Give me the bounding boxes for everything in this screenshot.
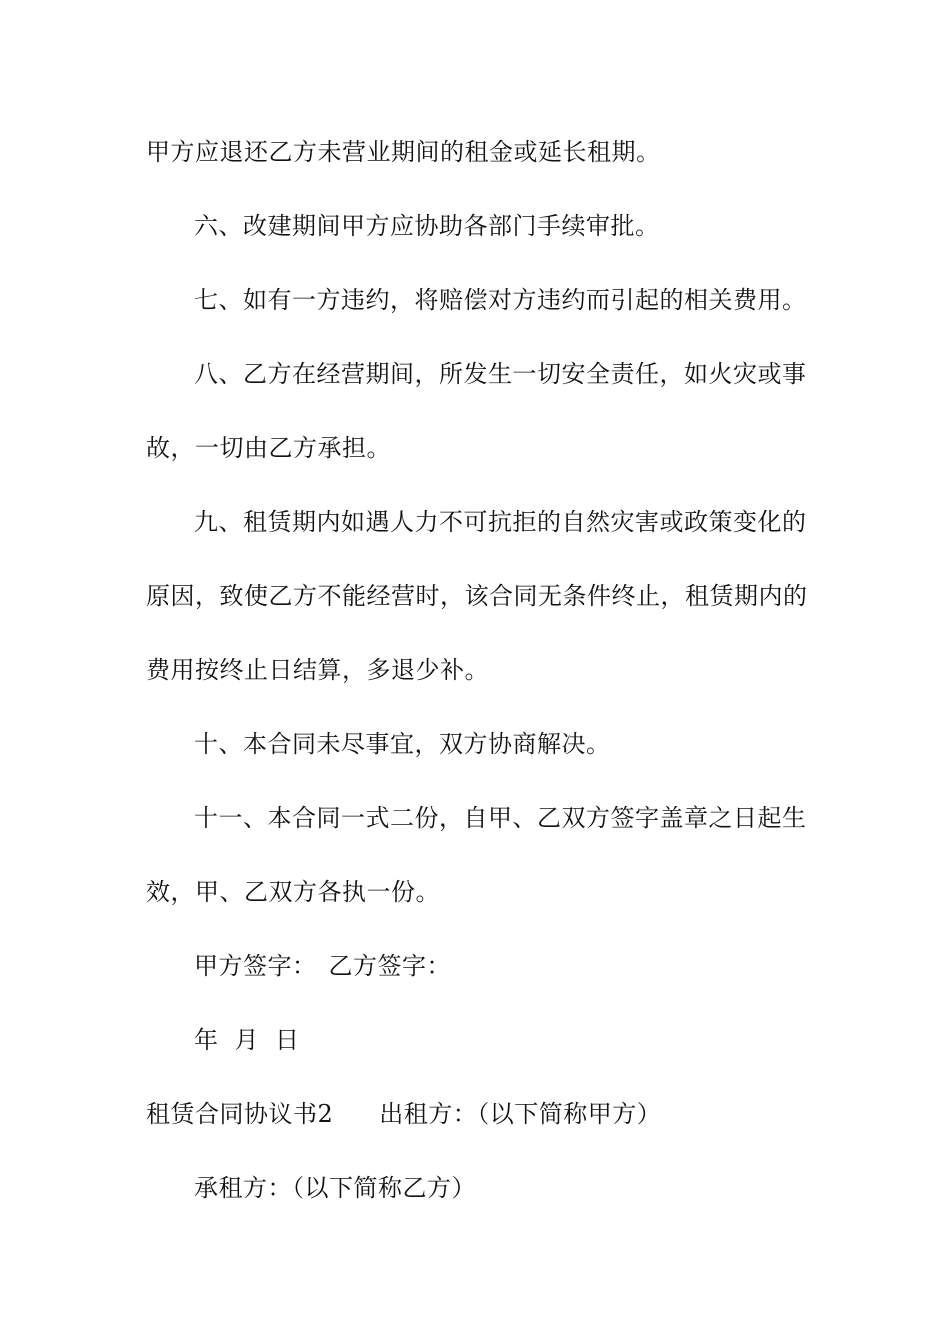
clause-eight: 八、乙方在经营期间，所发生一切安全责任，如火灾或事 bbox=[194, 360, 807, 388]
document-title: 租赁合同协议书2 bbox=[146, 1100, 334, 1128]
paragraph-line: 甲方应退还乙方未营业期间的租金或延长租期。 bbox=[146, 138, 661, 166]
date-month: 月 bbox=[234, 1026, 259, 1054]
date-year: 年 bbox=[194, 1026, 219, 1054]
clause-eight-continued: 故，一切由乙方承担。 bbox=[146, 434, 391, 462]
lessee-label: 承租方：（以下简称乙方） bbox=[194, 1174, 476, 1202]
clause-six: 六、改建期间甲方应协助各部门手续审批。 bbox=[194, 212, 660, 240]
party-a-signature-label: 甲方签字： bbox=[194, 952, 317, 980]
clause-eleven: 十一、本合同一式二份，自甲、乙双方签字盖章之日起生 bbox=[194, 804, 807, 832]
date-day: 日 bbox=[275, 1026, 300, 1054]
clause-seven: 七、如有一方违约，将赔偿对方违约而引起的相关费用。 bbox=[194, 286, 807, 314]
clause-eleven-continued: 效，甲、乙双方各执一份。 bbox=[146, 878, 440, 906]
clause-nine: 九、租赁期内如遇人力不可抗拒的自然灾害或政策变化的 bbox=[194, 508, 807, 536]
clause-nine-continued: 费用按终止日结算，多退少补。 bbox=[146, 656, 489, 684]
clause-nine-continued: 原因，致使乙方不能经营时，该合同无条件终止，租赁期内的 bbox=[146, 582, 808, 610]
party-b-signature-label: 乙方签字： bbox=[328, 952, 451, 980]
clause-ten: 十、本合同未尽事宜，双方协商解决。 bbox=[194, 730, 611, 758]
heading-line bbox=[146, 1098, 661, 1130]
date-line bbox=[194, 1024, 300, 1056]
signature-line bbox=[194, 950, 451, 982]
lessor-label: 出租方：（以下简称甲方） bbox=[379, 1100, 662, 1128]
